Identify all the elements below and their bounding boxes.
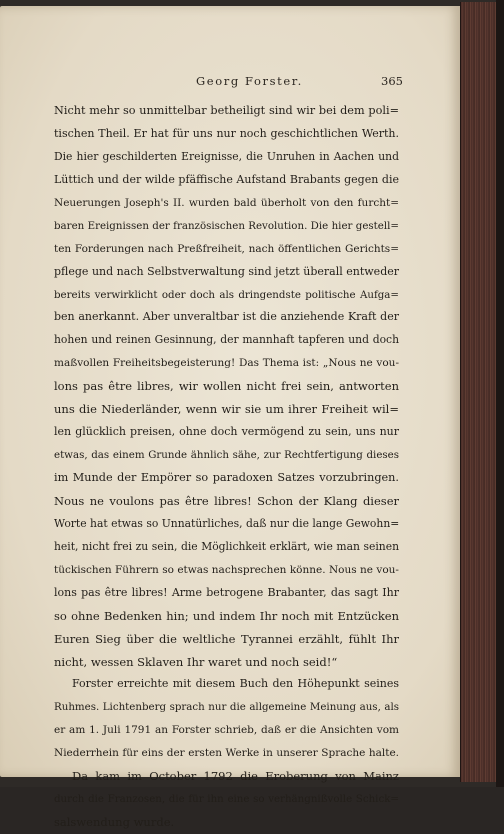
- text-line: Ruhmes. Lichtenberg sprach nur die allgemeine Meinung aus, als: [54, 701, 399, 714]
- book-page: [0, 6, 460, 830]
- text-line: tischen Theil. Er hat für uns nur noch geschichtlichen Werth.: [54, 126, 399, 140]
- text-line: Neuerungen Joseph's II. wurden bald überholt von den furcht=: [54, 196, 399, 209]
- text-line: Worte hat etwas so Unnatürliches, daß nur die lange Gewohn=: [54, 516, 400, 530]
- body-text: [54, 100, 399, 834]
- background-shadow: [496, 0, 504, 787]
- text-line: lons pas être libres, wir wollen nicht frei sein, antworten: [54, 379, 399, 394]
- page-header: [0, 74, 460, 94]
- text-line: maßvollen Freiheitsbegeisterung! Das Thema ist: „Nous ne vou-: [54, 357, 399, 370]
- text-line: baren Ereignissen der französischen Revolution. Die hier gestell=: [54, 219, 399, 232]
- text-line: len glücklich preisen, ohne doch vermögend zu sein, uns nur: [54, 425, 399, 439]
- text-line: durch die Franzosen, die für ihn eine so verhängnißvolle Schick=: [54, 793, 399, 806]
- text-line: Lüttich und der wilde pfäffische Aufstand Brabants gegen die: [54, 172, 399, 186]
- text-line: tückischen Führern so etwas nachsprechen könne. Nous ne vou-: [54, 563, 399, 576]
- running-head: Georg Forster.: [196, 74, 303, 88]
- text-line: Die hier geschilderten Ereignisse, die Unruhen in Aachen und: [54, 149, 399, 163]
- text-line: ben anerkannt. Aber unveraltbar ist die anziehende Kraft der: [54, 310, 399, 324]
- text-line: Euren Sieg über die weltliche Tyrannei erzählt, fühlt Ihr: [54, 631, 399, 646]
- page-number: 365: [381, 74, 403, 88]
- text-line: salswendung wurde.: [54, 815, 175, 830]
- text-line: nicht, wessen Sklaven Ihr waret und noch seid!“: [54, 654, 338, 669]
- paragraph-start-line: Da kam im October 1792 die Eroberung von Mainz: [72, 769, 399, 784]
- text-line: so ohne Bedenken hin; und indem Ihr noch mit Entzücken: [54, 608, 399, 623]
- text-line: hohen und reinen Gesinnung, der mannhaft tapferen und doch: [54, 333, 399, 347]
- paragraph-start-line: Forster erreichte mit diesem Buch den Höhepunkt seines: [72, 677, 399, 691]
- book-fore-edge: [460, 2, 501, 782]
- text-line: etwas, das einem Grunde ähnlich sähe, zur Rechtfertigung dieses: [54, 449, 399, 462]
- text-line: Nicht mehr so unmittelbar betheiligt sind wir bei dem poli=: [54, 104, 399, 117]
- text-line: uns die Niederländer, wenn wir sie um ihrer Freiheit wil=: [54, 402, 399, 417]
- text-line: Niederrhein für eins der ersten Werke in unserer Sprache halte.: [54, 747, 399, 760]
- text-line: im Munde der Empörer so paradoxen Satzes vorzubringen.: [54, 471, 399, 484]
- text-line: heit, nicht frei zu sein, die Möglichkeit erklärt, wie man seinen: [54, 539, 399, 553]
- text-line: ten Forderungen nach Preßfreiheit, nach öffentlichen Gerichts=: [54, 242, 399, 255]
- text-line: bereits verwirklicht oder doch als dringendste politische Aufga=: [54, 288, 399, 301]
- text-line: Nous ne voulons pas être libres! Schon der Klang dieser: [54, 493, 399, 508]
- text-line: lons pas être libres! Arme betrogene Brabanter, das sagt Ihr: [54, 585, 399, 599]
- text-line: pflege und nach Selbstverwaltung sind jetzt überall entweder: [54, 264, 399, 278]
- text-line: er am 1. Juli 1791 an Forster schrieb, daß er die Ansichten vom: [54, 724, 399, 737]
